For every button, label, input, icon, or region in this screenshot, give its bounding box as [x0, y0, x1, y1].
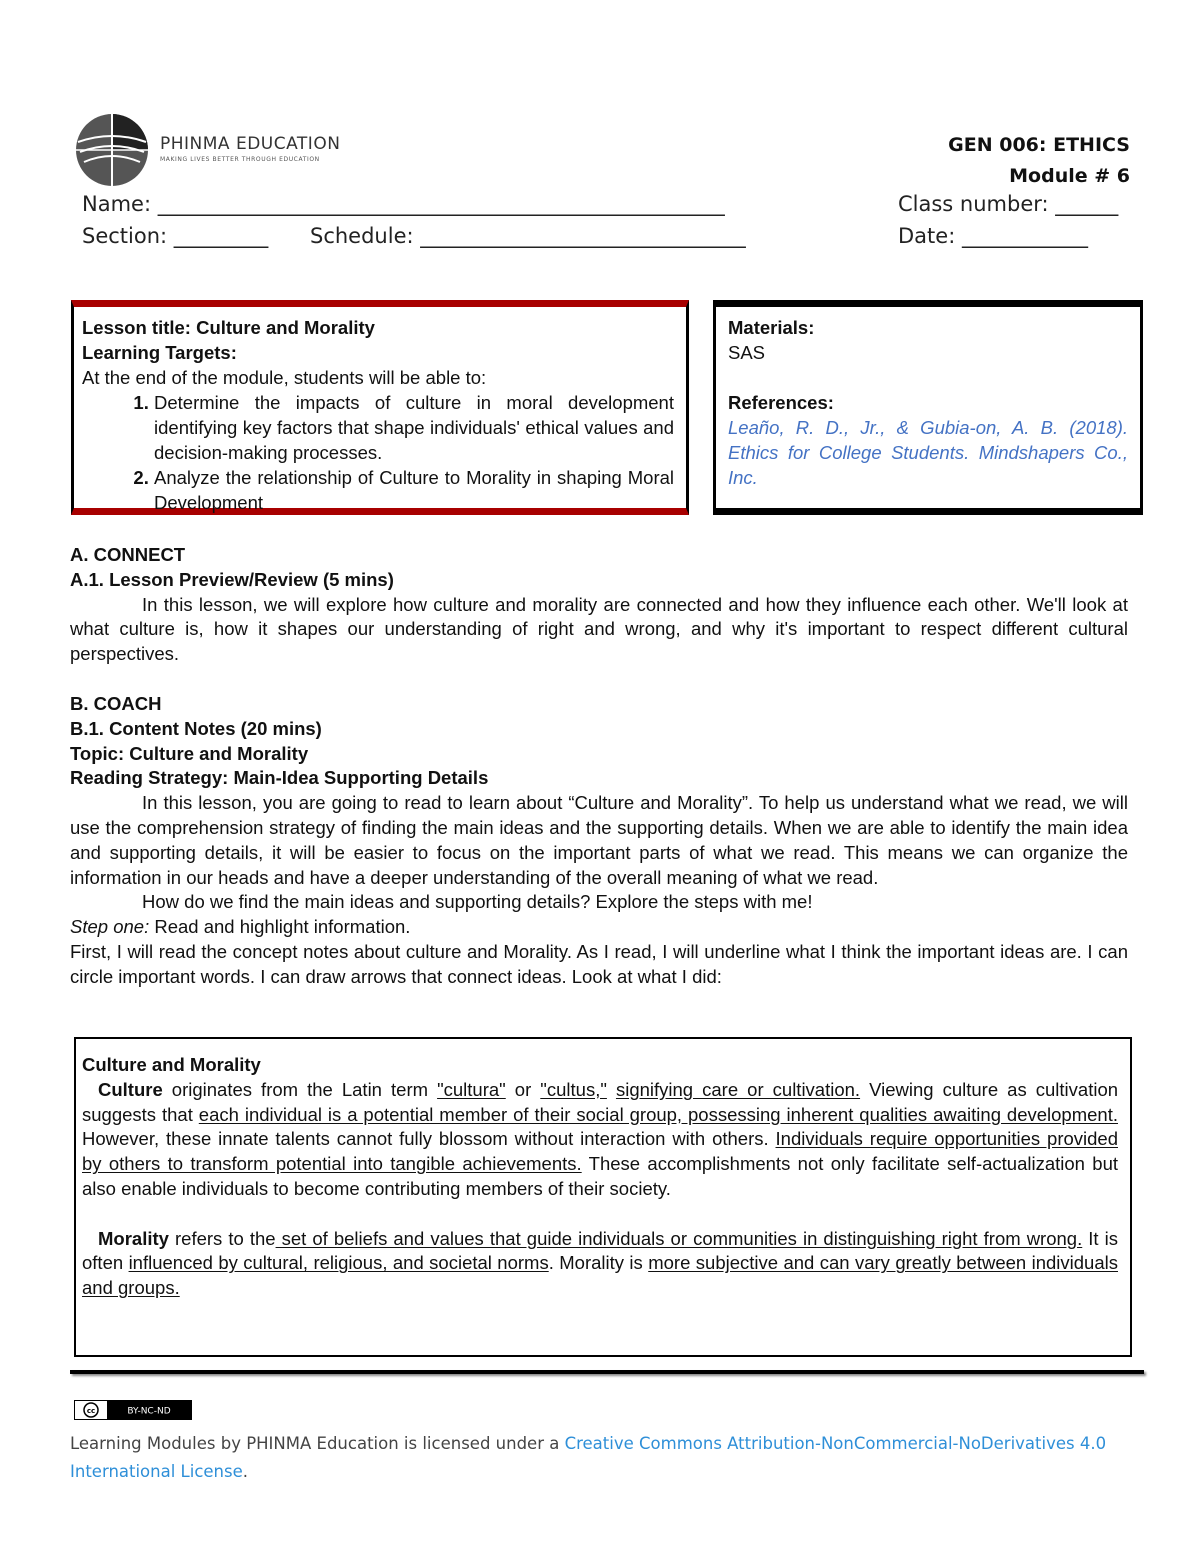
coach-section	[70, 692, 1128, 990]
reference-citation[interactable]: Leaño, R. D., Jr., & Gubia-on, A. B. (2018). Ethics for College Students. Mindshapers Co., Inc.	[728, 417, 1128, 488]
coach-paragraph-3: First, I will read the concept notes about culture and Morality. As I read, I will underline what I think the important ideas are. I can circle important words. I can draw arrows that connect ideas. Look at what I did:	[70, 940, 1128, 987]
culture-text: These accomplishments not only facilitate self-actualization but also enable individuals to become contributing members of their society.	[82, 1153, 1118, 1199]
underlined-text: set of beliefs and values that guide individuals or communities in distinguishing right from wrong.	[275, 1227, 1083, 1249]
license-notice	[70, 1430, 1140, 1486]
culture-paragraph	[82, 1078, 1118, 1202]
class-number-field[interactable]: Class number: ______	[898, 192, 1119, 216]
reading-strategy: Reading Strategy: Main-Idea Supporting Details	[70, 767, 489, 789]
culture-text: However, these innate talents cannot fully blossom without interaction with others.	[82, 1128, 776, 1150]
notes-title: Culture and Morality	[82, 1054, 261, 1075]
cc-badge-text: BY-NC-ND	[127, 1406, 171, 1417]
learning-target: 2. Analyze the relationship of Culture to Morality in shaping Moral Development	[154, 465, 674, 515]
morality-text: refers to the	[168, 1227, 276, 1249]
license-link[interactable]: Creative Commons Attribution-NonCommercial-NoDerivatives 4.0 International License	[70, 1434, 1107, 1481]
morality-text: It is often	[82, 1227, 1118, 1274]
coach-topic: Topic: Culture and Morality	[70, 742, 309, 764]
underlined-text: more subjective and can vary greatly between individuals and groups.	[82, 1252, 1118, 1299]
coach-paragraph-1: In this lesson, you are going to read to learn about “Culture and Morality”. To help us understand what we read, we will use the comprehension strategy of finding the main ideas and the supporting details. When we are able to identify the main idea and supporting details, it will be easier to focus on the important parts of what we read. This means we can organize the information in our heads and have a deeper understanding of the overall meaning of what we read.	[70, 792, 1128, 888]
coach-subheading: B.1. Content Notes (20 mins)	[70, 717, 322, 739]
license-suffix: .	[242, 1462, 249, 1481]
step-one	[70, 915, 1128, 940]
schedule-field[interactable]: Schedule: _______________________________	[310, 224, 746, 248]
underlined-text: signifying care or cultivation.	[615, 1078, 861, 1100]
coach-paragraph-2: How do we find the main ideas and supporting details? Explore the steps with me!	[142, 891, 813, 913]
references-label: References:	[728, 392, 834, 413]
connect-subheading: A.1. Lesson Preview/Review (5 mins)	[70, 568, 394, 590]
learning-targets-label: Learning Targets:	[82, 342, 237, 363]
date-field[interactable]: Date: ____________	[898, 224, 1088, 248]
connect-heading: A. CONNECT	[70, 544, 186, 565]
module-number: Module # 6	[1009, 165, 1130, 187]
name-field[interactable]: Name: ______________________________________________________	[82, 192, 725, 216]
materials-value: SAS	[728, 342, 766, 363]
materials-box	[713, 300, 1143, 515]
course-header	[948, 130, 1130, 192]
culture-text: or	[505, 1078, 541, 1100]
culture-term: Culture	[98, 1078, 163, 1100]
lesson-box	[71, 300, 689, 515]
culture-text: Viewing culture as cultivation suggests that	[82, 1078, 1119, 1125]
step-one-text: Read and highlight information.	[149, 916, 411, 938]
logo-tagline: MAKING LIVES BETTER THROUGH EDUCATION	[160, 156, 320, 163]
connect-text: In this lesson, we will explore how culture and morality are connected and how they influence each other. We'll look at what culture is, how it shapes our understanding of right and wrong, and why it's important to respect different cultural perspectives.	[70, 593, 1128, 665]
section-field[interactable]: Section: _________	[82, 224, 269, 248]
course-code: GEN 006: ETHICS	[948, 134, 1130, 156]
morality-paragraph	[82, 1227, 1118, 1301]
underlined-text: influenced by cultural, religious, and societal norms	[128, 1252, 549, 1274]
morality-text: . Morality is	[548, 1252, 649, 1274]
underlined-text: "cultura"	[437, 1078, 506, 1100]
step-one-label: Step one:	[70, 916, 150, 938]
culture-text: originates from the Latin term	[162, 1078, 438, 1100]
learning-target: 1. Determine the impacts of culture in moral development identifying key factors that shape individuals' ethical values and decision-making processes.	[154, 390, 674, 465]
underlined-text: "cultus,"	[540, 1078, 607, 1100]
materials-label: Materials:	[728, 317, 815, 338]
coach-heading: B. COACH	[70, 693, 162, 714]
learning-targets-intro: At the end of the module, students will be able to:	[82, 367, 487, 388]
lesson-title: Lesson title: Culture and Morality	[82, 317, 375, 338]
culture-text	[607, 1079, 616, 1100]
morality-term: Morality	[98, 1227, 169, 1249]
concept-notes-box	[74, 1037, 1132, 1357]
license-prefix: Learning Modules by PHINMA Education is licensed under a	[70, 1434, 565, 1453]
svg-text:cc: cc	[86, 1407, 96, 1415]
underlined-text: Individuals require opportunities provided by others to transform potential into tangible achievements.	[82, 1128, 1118, 1175]
cc-license-badge[interactable]	[74, 1400, 192, 1420]
logo-name: PHINMA EDUCATION	[160, 134, 341, 154]
connect-section	[70, 543, 1128, 667]
underlined-text: each individual is a potential member of their social group, possessing inherent qualities awaiting development.	[198, 1103, 1118, 1125]
footer-divider	[70, 1370, 1144, 1374]
learning-targets-list	[82, 390, 674, 515]
